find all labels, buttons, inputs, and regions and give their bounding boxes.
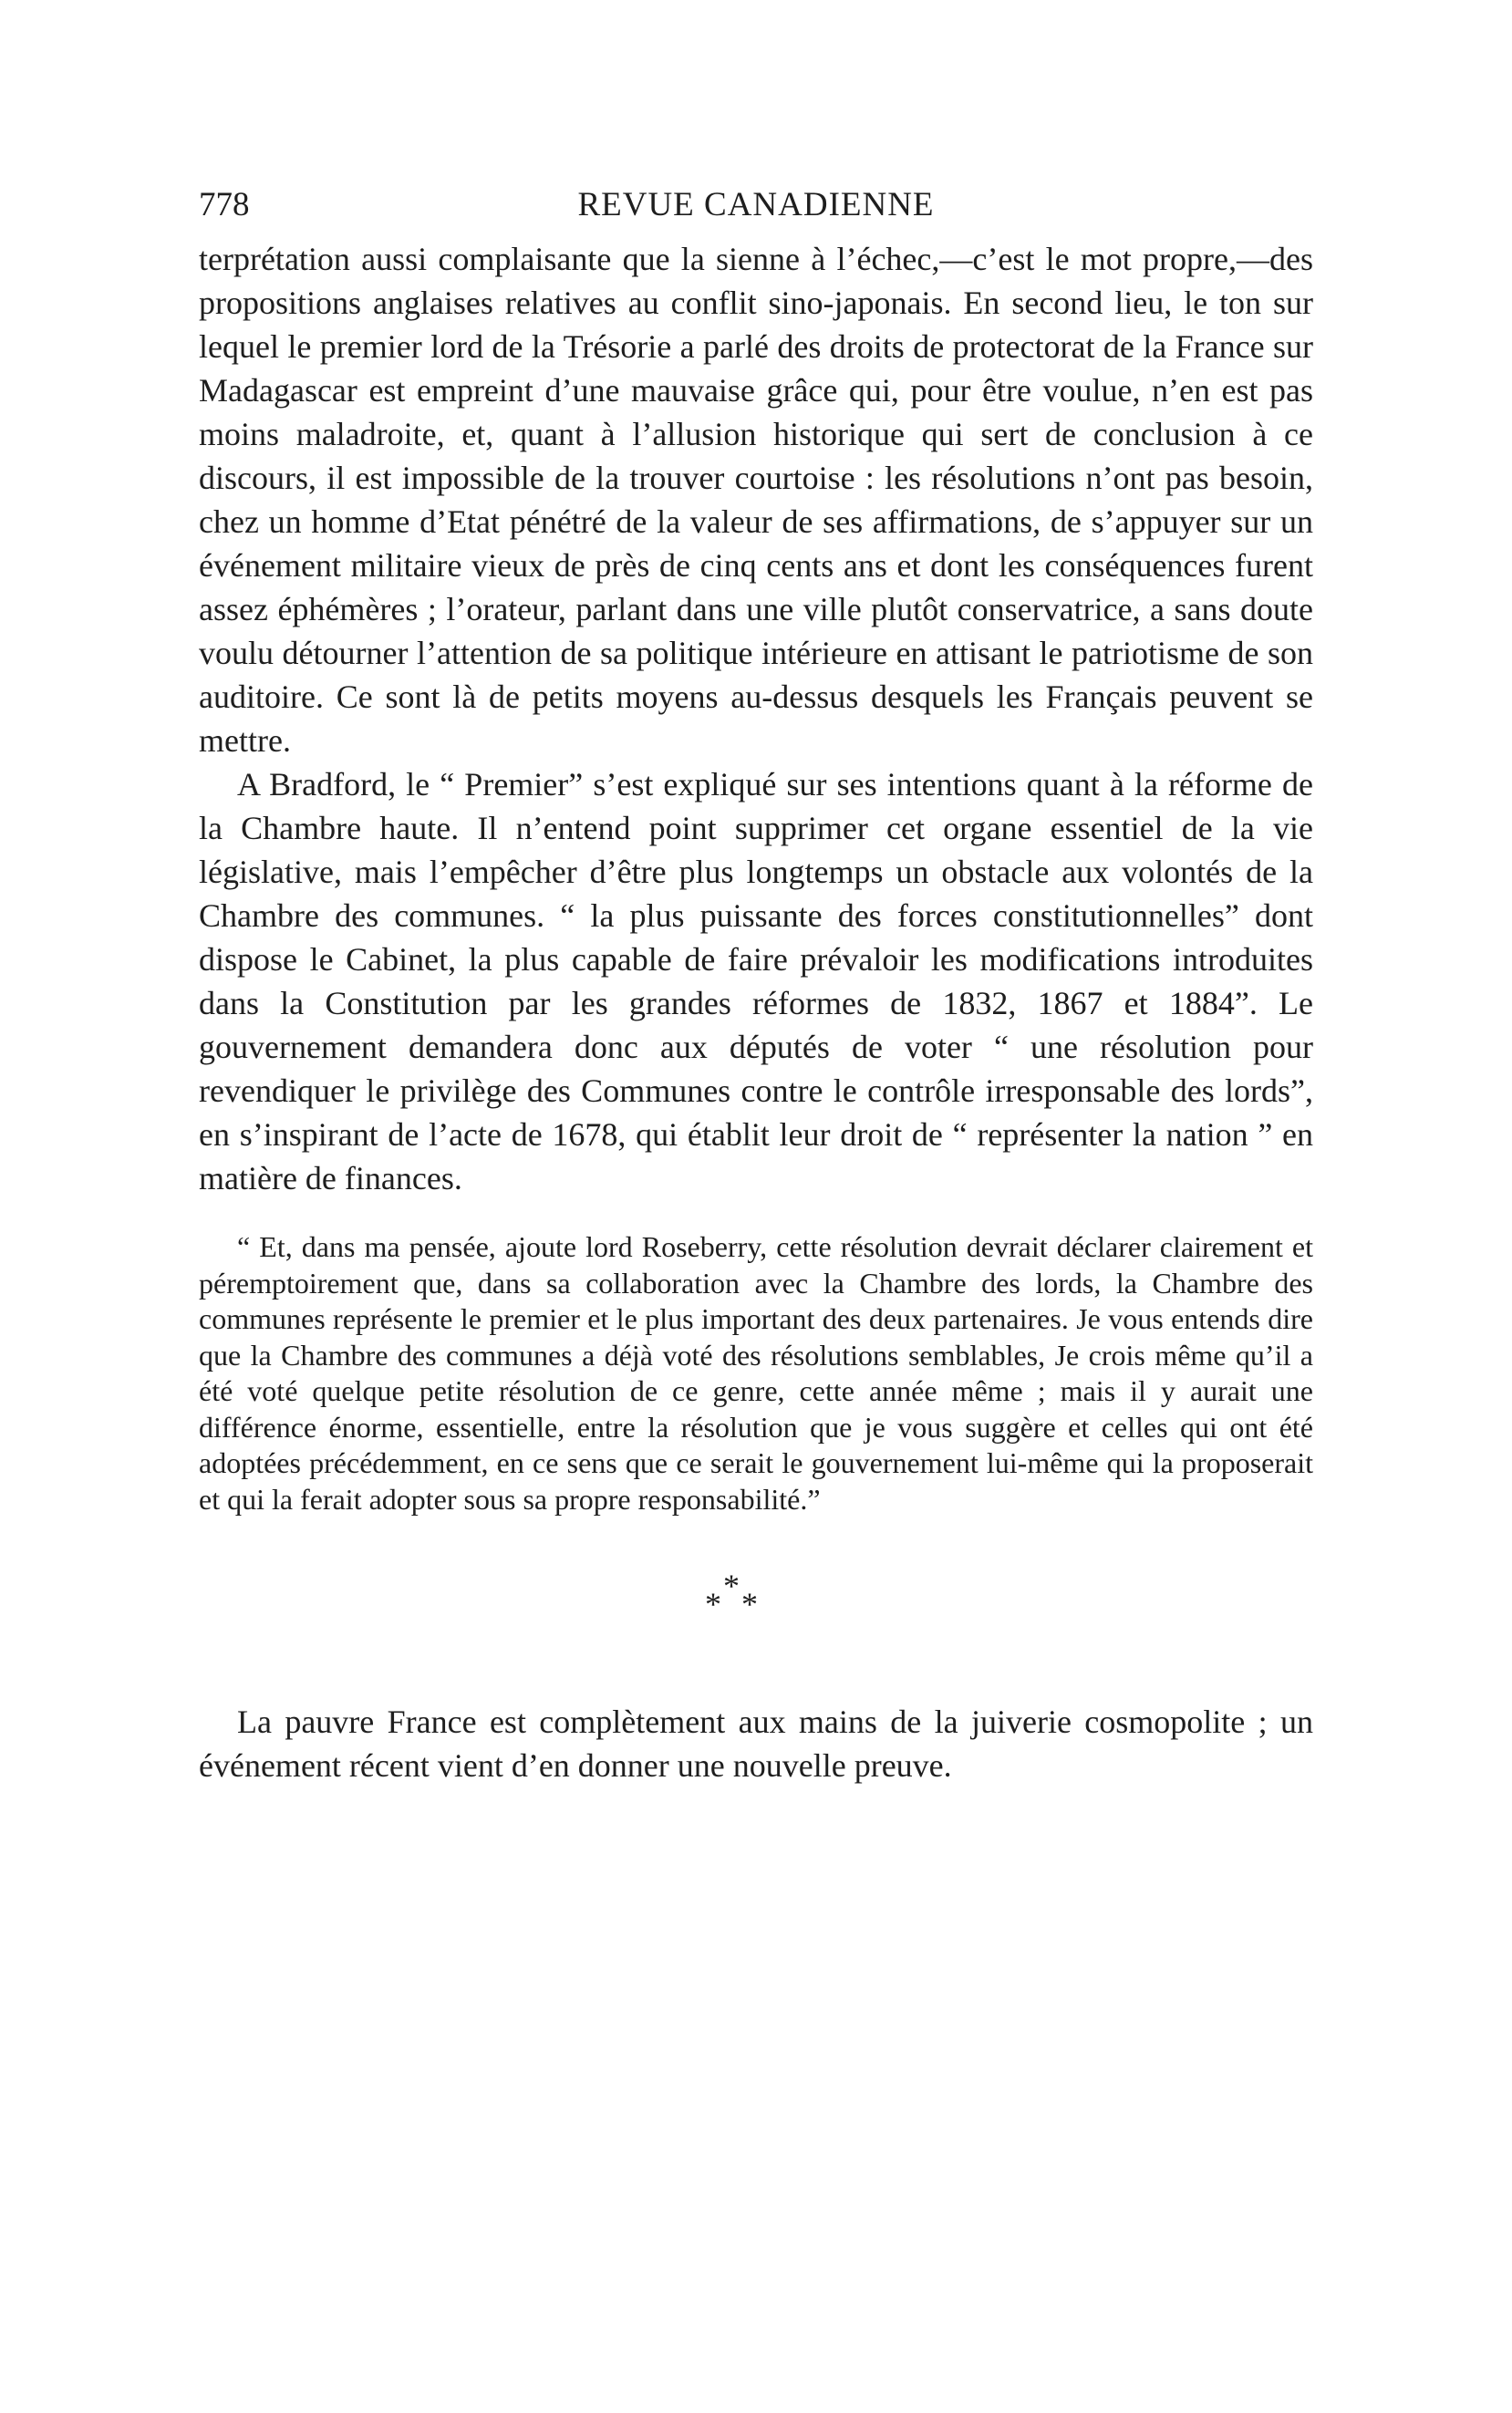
paragraph-3: La pauvre France est complètement aux mains de la juiverie cosmopolite ; un événement récent vient d’en donner une nouvelle preuve. <box>199 1704 1313 1784</box>
document-page <box>199 173 1313 1787</box>
section-break-asterism <box>199 1568 1313 1622</box>
journal-title: REVUE CANADIENNE <box>577 186 935 223</box>
asterism-star-right: * <box>741 1586 758 1622</box>
page-number: 778 <box>199 186 250 223</box>
paragraph-1: terprétation aussi complaisante que la sienne à l’échec,—c’est le mot propre,—des propositions anglaises relatives au conflit sino-japonais. En second lieu, le ton sur lequel le premier lord de la Trésorie a parlé des droits de protectorat de la France sur Madagascar est empreint d’une mauvaise grâce qui, pour être voulue, n’en est pas moins maladroite, et, quant à l’allusion historique qui sert de conclusion à ce discours, il est impossible de la trouver courtoise : les résolutions n’ont pas besoin, chez un homme d’Etat pénétré de la valeur de ses affirmations, de s’appuyer sur un événement militaire vieux de près de cinq cents ans et dont les conséquences furent assez éphémères ; l’orateur, parlant dans une ville plutôt conservatrice, a sans doute voulu détourner l’attention de sa politique intérieure en attisant le patriotisme de son auditoire. Ce sont là de petits moyens au-dessus desquels les Français peuvent se mettre. <box>199 241 1313 759</box>
running-head <box>199 173 1313 237</box>
block-quotation: “ Et, dans ma pensée, ajoute lord Roseberry, cette résolution devrait déclarer clairement et péremptoirement que, dans sa collaboration avec la Chambre des lords, la Chambre des communes représente le premier et le plus important des deux partenaires. Je vous entends dire que la Chambre des communes a déjà voté des résolutions semblables, Je crois même qu’il a été voté quelque petite résolution de ce genre, cette année même ; mais il y aurait une différence énorme, essentielle, entre la résolution que je vous suggère et celles qui ont été adoptées précédemment, en ce sens que ce serait le gouvernement lui-même qui la proposerait et qui la ferait adopter sous sa propre responsabilité.” <box>199 1230 1313 1516</box>
asterism-star-left: * <box>705 1586 721 1622</box>
paragraph-2: A Bradford, le “ Premier” s’est expliqué sur ses intentions quant à la réforme de la Chambre haute. Il n’entend point supprimer cet organe essentiel de la vie législative, mais l’empêcher d’être plus longtemps un obstacle aux volontés de la Chambre des communes. “ la plus puissante des forces constitutionnelles” dont dispose le Cabinet, la plus capable de faire prévaloir les modifications introduites dans la Constitution par les grandes réformes de 1832, 1867 et 1884”. Le gouvernement demandera donc aux députés de voter “ une résolution pour revendiquer le privilège des Communes contre le contrôle irresponsable des lords”, en s’inspirant de l’acte de 1678, qui établit leur droit de “ représenter la nation ” en matière de finances. <box>199 766 1313 1196</box>
asterism-star-top: * <box>723 1568 740 1604</box>
